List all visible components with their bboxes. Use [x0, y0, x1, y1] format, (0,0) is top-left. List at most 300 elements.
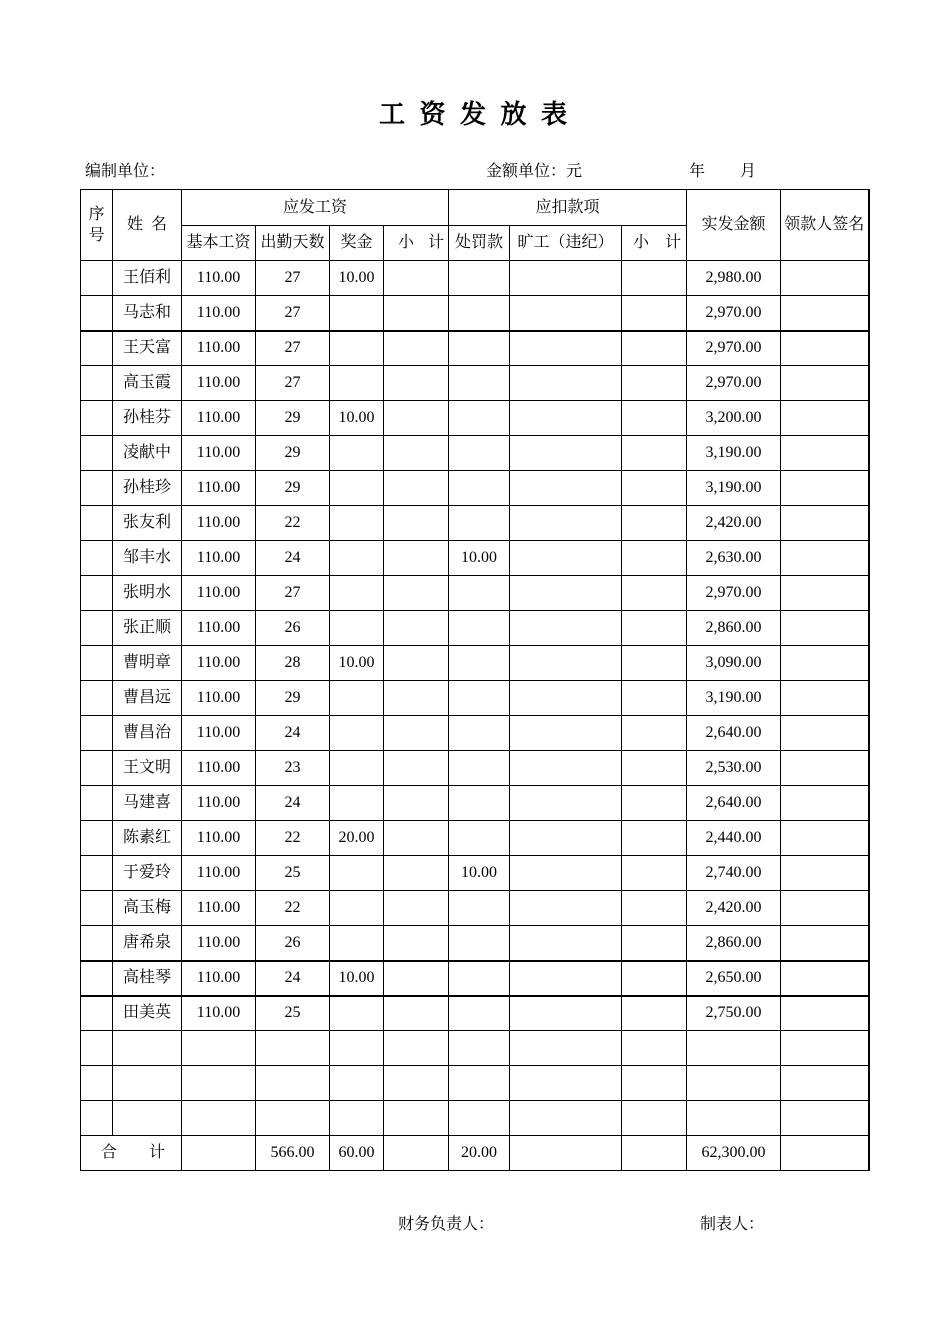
table-row — [81, 506, 869, 541]
cell-fine — [449, 926, 510, 961]
cell-pay-subtotal — [384, 296, 449, 331]
cell-attendance-days: 24 — [256, 541, 330, 576]
cell-bonus — [330, 576, 384, 611]
cell-base-salary: 110.00 — [182, 681, 256, 716]
cell-net-pay: 2,750.00 — [687, 996, 781, 1031]
cell-fine — [449, 576, 510, 611]
cell-deduction-subtotal — [622, 471, 687, 506]
header-row-groups — [81, 190, 869, 226]
cell-deduction-subtotal — [622, 716, 687, 751]
cell-base-salary — [182, 1066, 256, 1101]
cell-bonus — [330, 436, 384, 471]
cell-pay-subtotal — [384, 716, 449, 751]
table-row — [81, 541, 869, 576]
cell-deduction-subtotal — [622, 611, 687, 646]
cell-seq — [81, 751, 113, 786]
cell-net-pay: 2,640.00 — [687, 716, 781, 751]
cell-seq — [81, 261, 113, 296]
cell-deduction-subtotal — [622, 1031, 687, 1066]
cell-pay-subtotal — [384, 471, 449, 506]
cell-signature — [781, 401, 869, 436]
cell-base-salary: 110.00 — [182, 891, 256, 926]
cell-fine — [449, 296, 510, 331]
cell-deduction-subtotal — [622, 996, 687, 1031]
cell-name — [113, 1031, 182, 1066]
cell-seq — [81, 891, 113, 926]
cell-bonus — [330, 506, 384, 541]
cell-name — [113, 1101, 182, 1136]
cell-bonus — [330, 471, 384, 506]
table-row — [81, 436, 869, 471]
cell-bonus — [330, 366, 384, 401]
cell-pay-subtotal — [384, 541, 449, 576]
cell-attendance-days: 23 — [256, 751, 330, 786]
cell-signature — [781, 1101, 869, 1136]
cell-bonus — [330, 996, 384, 1031]
cell-absence-deduction — [510, 646, 622, 681]
cell-absence-deduction — [510, 261, 622, 296]
table-row — [81, 471, 869, 506]
cell-fine — [449, 786, 510, 821]
cell-deduction-subtotal — [622, 401, 687, 436]
cell-absence-deduction — [510, 436, 622, 471]
table-row — [81, 366, 869, 401]
total-row — [81, 1136, 869, 1171]
cell-seq — [81, 541, 113, 576]
cell-net-pay: 2,970.00 — [687, 296, 781, 331]
cell-seq — [81, 331, 113, 366]
cell-pay-subtotal — [384, 961, 449, 996]
cell-pay-subtotal — [384, 821, 449, 856]
cell-base-salary — [182, 1101, 256, 1136]
cell-attendance-days — [256, 1101, 330, 1136]
cell-absence-deduction — [510, 821, 622, 856]
cell-net-pay: 2,980.00 — [687, 261, 781, 296]
cell-deduction-subtotal — [622, 891, 687, 926]
cell-bonus — [330, 296, 384, 331]
cell-bonus — [330, 1066, 384, 1101]
cell-deduction-subtotal — [622, 856, 687, 891]
cell-net-pay: 2,420.00 — [687, 506, 781, 541]
finance-manager-label: 财务负责人： — [398, 1216, 495, 1233]
cell-pay-subtotal — [384, 926, 449, 961]
header-attendance-days: 出勤天数 — [256, 226, 330, 261]
cell-base-salary: 110.00 — [182, 996, 256, 1031]
cell-seq — [81, 681, 113, 716]
cell-absence-deduction — [510, 786, 622, 821]
cell-name: 张明水 — [113, 576, 182, 611]
cell-signature — [781, 576, 869, 611]
cell-seq — [81, 506, 113, 541]
cell-absence-deduction — [510, 366, 622, 401]
total-bonus: 60.00 — [330, 1136, 384, 1171]
cell-name: 于爱玲 — [113, 856, 182, 891]
cell-attendance-days: 24 — [256, 961, 330, 996]
cell-fine — [449, 261, 510, 296]
table-row — [81, 611, 869, 646]
cell-signature — [781, 751, 869, 786]
cell-net-pay — [687, 1101, 781, 1136]
cell-name — [113, 1066, 182, 1101]
cell-name: 唐希泉 — [113, 926, 182, 961]
cell-base-salary: 110.00 — [182, 751, 256, 786]
table-row — [81, 401, 869, 436]
cell-base-salary: 110.00 — [182, 611, 256, 646]
total-pay-subtotal — [384, 1136, 449, 1171]
cell-bonus — [330, 331, 384, 366]
cell-pay-subtotal — [384, 891, 449, 926]
cell-base-salary — [182, 1031, 256, 1066]
payroll-table — [80, 189, 870, 1171]
cell-absence-deduction — [510, 611, 622, 646]
cell-attendance-days: 27 — [256, 576, 330, 611]
cell-fine — [449, 1066, 510, 1101]
cell-net-pay: 2,970.00 — [687, 366, 781, 401]
cell-net-pay: 2,530.00 — [687, 751, 781, 786]
cell-deduction-subtotal — [622, 821, 687, 856]
cell-net-pay: 3,090.00 — [687, 646, 781, 681]
cell-deduction-subtotal — [622, 646, 687, 681]
cell-absence-deduction — [510, 716, 622, 751]
cell-name: 马志和 — [113, 296, 182, 331]
cell-base-salary: 110.00 — [182, 576, 256, 611]
table-row — [81, 331, 869, 366]
table-row — [81, 821, 869, 856]
cell-name: 田美英 — [113, 996, 182, 1031]
cell-attendance-days: 28 — [256, 646, 330, 681]
cell-absence-deduction — [510, 576, 622, 611]
cell-fine — [449, 401, 510, 436]
cell-base-salary: 110.00 — [182, 506, 256, 541]
cell-seq — [81, 436, 113, 471]
cell-seq — [81, 646, 113, 681]
cell-seq — [81, 856, 113, 891]
cell-name: 高玉梅 — [113, 891, 182, 926]
cell-pay-subtotal — [384, 1066, 449, 1101]
cell-base-salary: 110.00 — [182, 401, 256, 436]
cell-absence-deduction — [510, 1031, 622, 1066]
cell-base-salary: 110.00 — [182, 261, 256, 296]
cell-absence-deduction — [510, 331, 622, 366]
cell-fine: 10.00 — [449, 541, 510, 576]
cell-signature — [781, 821, 869, 856]
cell-net-pay: 3,190.00 — [687, 436, 781, 471]
cell-signature — [781, 296, 869, 331]
cell-pay-subtotal — [384, 1031, 449, 1066]
month-label: 月 — [740, 163, 757, 180]
cell-deduction-subtotal — [622, 261, 687, 296]
cell-bonus: 10.00 — [330, 961, 384, 996]
cell-pay-subtotal — [384, 786, 449, 821]
cell-attendance-days: 26 — [256, 926, 330, 961]
table-row — [81, 646, 869, 681]
cell-deduction-subtotal — [622, 681, 687, 716]
cell-signature — [781, 1031, 869, 1066]
cell-attendance-days: 22 — [256, 891, 330, 926]
cell-net-pay — [687, 1066, 781, 1101]
header-absence: 旷工（违纪） — [510, 226, 622, 261]
cell-base-salary: 110.00 — [182, 821, 256, 856]
cell-net-pay: 2,420.00 — [687, 891, 781, 926]
cell-seq — [81, 576, 113, 611]
cell-seq — [81, 366, 113, 401]
cell-signature — [781, 646, 869, 681]
cell-attendance-days: 29 — [256, 401, 330, 436]
header-deduction-group: 应扣款项 — [449, 190, 687, 226]
cell-seq — [81, 786, 113, 821]
cell-net-pay: 2,650.00 — [687, 961, 781, 996]
cell-name: 张友利 — [113, 506, 182, 541]
table-row — [81, 891, 869, 926]
amount-unit-label: 金额单位：元 — [486, 163, 583, 180]
table-row — [81, 926, 869, 961]
table-row — [81, 1031, 869, 1066]
header-deduction-subtotal: 小 计 — [622, 226, 687, 261]
table-row — [81, 261, 869, 296]
cell-attendance-days: 27 — [256, 261, 330, 296]
total-label: 合 计 — [81, 1136, 182, 1171]
cell-pay-subtotal — [384, 1101, 449, 1136]
cell-fine — [449, 366, 510, 401]
cell-pay-subtotal — [384, 331, 449, 366]
cell-pay-subtotal — [384, 401, 449, 436]
total-deduction-subtotal — [622, 1136, 687, 1171]
cell-deduction-subtotal — [622, 926, 687, 961]
cell-base-salary: 110.00 — [182, 331, 256, 366]
cell-net-pay: 2,640.00 — [687, 786, 781, 821]
cell-base-salary: 110.00 — [182, 646, 256, 681]
cell-name: 凌献中 — [113, 436, 182, 471]
cell-net-pay: 3,190.00 — [687, 471, 781, 506]
cell-signature — [781, 891, 869, 926]
cell-signature — [781, 331, 869, 366]
cell-name: 张正顺 — [113, 611, 182, 646]
cell-base-salary: 110.00 — [182, 471, 256, 506]
cell-absence-deduction — [510, 1101, 622, 1136]
cell-seq — [81, 716, 113, 751]
cell-fine — [449, 716, 510, 751]
cell-deduction-subtotal — [622, 786, 687, 821]
cell-fine — [449, 646, 510, 681]
cell-bonus — [330, 786, 384, 821]
cell-attendance-days: 26 — [256, 611, 330, 646]
cell-name: 邹丰水 — [113, 541, 182, 576]
cell-attendance-days: 22 — [256, 506, 330, 541]
table-row — [81, 961, 869, 996]
cell-absence-deduction — [510, 961, 622, 996]
cell-fine — [449, 471, 510, 506]
total-signature — [781, 1136, 869, 1171]
cell-absence-deduction — [510, 751, 622, 786]
total-attendance-days: 566.00 — [256, 1136, 330, 1171]
cell-seq — [81, 926, 113, 961]
header-bonus: 奖金 — [330, 226, 384, 261]
cell-fine — [449, 891, 510, 926]
cell-bonus — [330, 926, 384, 961]
cell-signature — [781, 1066, 869, 1101]
cell-absence-deduction — [510, 401, 622, 436]
cell-absence-deduction — [510, 471, 622, 506]
cell-fine — [449, 996, 510, 1031]
cell-absence-deduction — [510, 996, 622, 1031]
cell-signature — [781, 926, 869, 961]
cell-signature — [781, 506, 869, 541]
cell-attendance-days: 25 — [256, 856, 330, 891]
cell-signature — [781, 856, 869, 891]
table-body — [81, 261, 869, 1136]
cell-bonus — [330, 751, 384, 786]
cell-fine — [449, 751, 510, 786]
cell-attendance-days: 25 — [256, 996, 330, 1031]
cell-net-pay: 2,440.00 — [687, 821, 781, 856]
cell-signature — [781, 541, 869, 576]
cell-seq — [81, 296, 113, 331]
page-title: 工 资 发 放 表 — [378, 100, 571, 129]
table-row — [81, 1101, 869, 1136]
cell-absence-deduction — [510, 541, 622, 576]
cell-attendance-days: 29 — [256, 436, 330, 471]
preparer-label: 制表人： — [700, 1216, 765, 1233]
cell-absence-deduction — [510, 926, 622, 961]
cell-net-pay — [687, 1031, 781, 1066]
cell-absence-deduction — [510, 891, 622, 926]
cell-deduction-subtotal — [622, 331, 687, 366]
cell-base-salary: 110.00 — [182, 856, 256, 891]
cell-signature — [781, 716, 869, 751]
cell-signature — [781, 261, 869, 296]
cell-name: 王天富 — [113, 331, 182, 366]
cell-fine: 10.00 — [449, 856, 510, 891]
cell-name: 曹昌治 — [113, 716, 182, 751]
cell-net-pay: 2,740.00 — [687, 856, 781, 891]
table-row — [81, 996, 869, 1031]
cell-seq — [81, 821, 113, 856]
cell-attendance-days: 22 — [256, 821, 330, 856]
cell-base-salary: 110.00 — [182, 961, 256, 996]
cell-net-pay: 3,190.00 — [687, 681, 781, 716]
header-name: 姓 名 — [113, 190, 182, 261]
cell-fine — [449, 331, 510, 366]
cell-pay-subtotal — [384, 261, 449, 296]
header-payable-group: 应发工资 — [182, 190, 449, 226]
cell-seq — [81, 996, 113, 1031]
cell-name: 高玉霞 — [113, 366, 182, 401]
cell-net-pay: 2,860.00 — [687, 611, 781, 646]
cell-net-pay: 3,200.00 — [687, 401, 781, 436]
cell-signature — [781, 681, 869, 716]
cell-attendance-days: 27 — [256, 296, 330, 331]
cell-seq — [81, 1101, 113, 1136]
cell-absence-deduction — [510, 506, 622, 541]
cell-base-salary: 110.00 — [182, 786, 256, 821]
cell-attendance-days: 29 — [256, 471, 330, 506]
cell-attendance-days: 24 — [256, 716, 330, 751]
cell-base-salary: 110.00 — [182, 366, 256, 401]
cell-pay-subtotal — [384, 646, 449, 681]
header-seq — [81, 190, 113, 261]
total-net-pay: 62,300.00 — [687, 1136, 781, 1171]
cell-pay-subtotal — [384, 436, 449, 471]
header-fine: 处罚款 — [449, 226, 510, 261]
cell-fine — [449, 961, 510, 996]
total-base-salary — [182, 1136, 256, 1171]
cell-bonus: 10.00 — [330, 646, 384, 681]
cell-deduction-subtotal — [622, 436, 687, 471]
cell-seq — [81, 401, 113, 436]
cell-seq — [81, 1066, 113, 1101]
cell-net-pay: 2,970.00 — [687, 576, 781, 611]
cell-deduction-subtotal — [622, 506, 687, 541]
cell-net-pay: 2,970.00 — [687, 331, 781, 366]
cell-net-pay: 2,630.00 — [687, 541, 781, 576]
cell-pay-subtotal — [384, 856, 449, 891]
year-label: 年 — [689, 163, 706, 180]
cell-deduction-subtotal — [622, 1101, 687, 1136]
cell-bonus — [330, 891, 384, 926]
cell-name: 孙桂珍 — [113, 471, 182, 506]
table-row — [81, 751, 869, 786]
cell-attendance-days: 27 — [256, 366, 330, 401]
cell-deduction-subtotal — [622, 296, 687, 331]
cell-absence-deduction — [510, 856, 622, 891]
cell-name: 王佰利 — [113, 261, 182, 296]
table-footer — [81, 1136, 869, 1171]
cell-signature — [781, 436, 869, 471]
cell-deduction-subtotal — [622, 961, 687, 996]
cell-name: 陈素红 — [113, 821, 182, 856]
cell-attendance-days: 29 — [256, 681, 330, 716]
table-row — [81, 1066, 869, 1101]
cell-bonus — [330, 856, 384, 891]
cell-name: 曹昌远 — [113, 681, 182, 716]
table-row — [81, 576, 869, 611]
cell-name: 马建喜 — [113, 786, 182, 821]
cell-bonus — [330, 541, 384, 576]
cell-signature — [781, 611, 869, 646]
cell-deduction-subtotal — [622, 751, 687, 786]
cell-bonus — [330, 1031, 384, 1066]
cell-bonus: 20.00 — [330, 821, 384, 856]
header-pay-subtotal: 小 计 — [384, 226, 449, 261]
header-net-pay: 实发金额 — [687, 190, 781, 261]
total-fine: 20.00 — [449, 1136, 510, 1171]
cell-base-salary: 110.00 — [182, 296, 256, 331]
cell-bonus — [330, 716, 384, 751]
cell-signature — [781, 996, 869, 1031]
cell-name: 曹明章 — [113, 646, 182, 681]
cell-fine — [449, 436, 510, 471]
cell-bonus: 10.00 — [330, 401, 384, 436]
cell-seq — [81, 471, 113, 506]
cell-base-salary: 110.00 — [182, 436, 256, 471]
cell-pay-subtotal — [384, 576, 449, 611]
header-base-salary: 基本工资 — [182, 226, 256, 261]
cell-pay-subtotal — [384, 681, 449, 716]
cell-base-salary: 110.00 — [182, 541, 256, 576]
cell-signature — [781, 786, 869, 821]
table-row — [81, 856, 869, 891]
cell-pay-subtotal — [384, 611, 449, 646]
table-header — [81, 190, 869, 261]
cell-fine — [449, 1101, 510, 1136]
cell-base-salary: 110.00 — [182, 926, 256, 961]
compiling-unit-label: 编制单位： — [85, 163, 166, 180]
cell-deduction-subtotal — [622, 576, 687, 611]
cell-seq — [81, 961, 113, 996]
cell-bonus: 10.00 — [330, 261, 384, 296]
cell-absence-deduction — [510, 1066, 622, 1101]
cell-name: 高桂琴 — [113, 961, 182, 996]
